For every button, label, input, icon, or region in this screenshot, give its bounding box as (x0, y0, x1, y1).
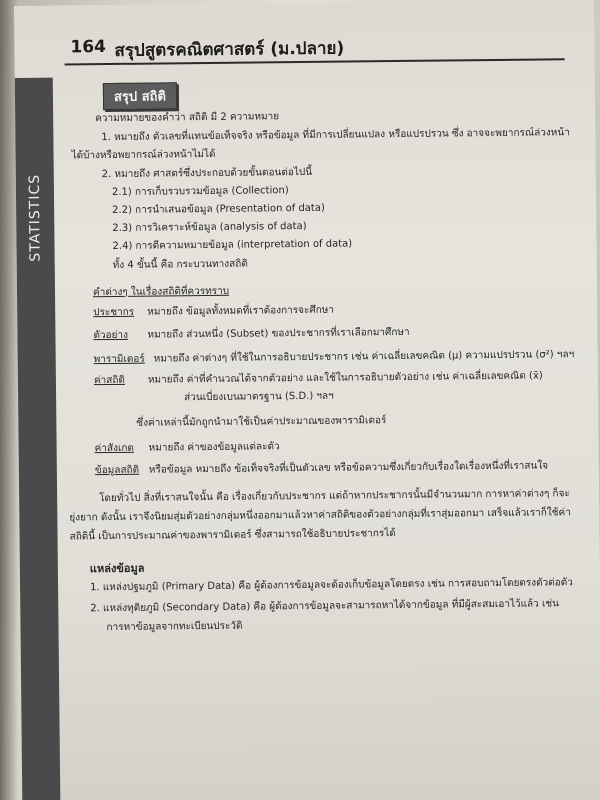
term-statistic: ค่าสถิติ (93, 374, 125, 387)
term-population: ประชากร (93, 306, 135, 319)
paragraph-line-1: โดยทั่วไป สิ่งที่เราสนใจนั้น คือ เรื่องเกี่ยวกับประชากร แต่ถ้าหากประชากรนั้นมีจำนวนมาก การหาค่าต่างๆ ก็จะ (99, 488, 570, 505)
def-sample: หมายถึง ส่วนหนึ่ง (Subset) ของประชากรที่เราเลือกมาศึกษา (147, 326, 410, 341)
intro-item-1: 1. หมายถึง ตัวเลขที่แทนข้อเท็จจริง หรือข้อมูล ที่มีการเปลี่ยนแปลง หรือแปรปรวน ซึ่ง อาจจะพยากรณ์ล่วงหน้า (101, 127, 570, 144)
sources-heading: แหล่งข้อมูล (89, 561, 145, 576)
def-statistic-2: ส่วนเบี่ยงเบนมาตรฐาน (S.D.) ฯลฯ (184, 390, 334, 404)
intro-item-2: 2. หมายถึง ศาสตร์ซึ่งประกอบด้วยขั้นตอนต่อไปนี้ (101, 166, 313, 181)
def-data: หรือข้อมูล หมายถึง ข้อเท็จจริงที่เป็นตัวเลข หรือข้อความซึ่งเกี่ยวกับเรื่องใดเรื่องหนึ่งที่เราสนใจ (148, 460, 549, 476)
sources-item-2-cont: การหาข้อมูลจากทะเบียนประวัติ (106, 620, 243, 634)
def-observation: หมายถึง ค่าของข้อมูลแต่ละตัว (148, 441, 280, 454)
intro-sub-4: 2.4) การตีความหมายข้อมูล (interpretation of data) (112, 238, 353, 252)
side-tab (15, 78, 61, 800)
def-parameter: หมายถึง ค่าต่างๆ ที่ใช้ในการอธิบายประชากร เช่น ค่าเฉลี่ยเลขคณิต (μ) ความแปรปรวน (σ²) ฯลฯ (153, 349, 575, 365)
paragraph-line-3: สถิตินี้ เป็นการประมาณค่าของพารามิเตอร์ ซึ่งสามารถใช้อธิบายประชากรได้ (69, 528, 396, 543)
intro-sub-2: 2.2) การนำเสนอข้อมูล (Presentation of data) (112, 202, 325, 216)
intro-line: ความหมายของคำว่า สถิติ มี 2 ความหมาย (95, 111, 280, 125)
term-parameter: พารามิเตอร์ (93, 353, 145, 366)
section-badge: สรุป สถิติ (103, 82, 177, 110)
sources-item-2: 2. แหล่งทุติยภูมิ (Secondary Data) คือ ผู้ต้องการข้อมูลจะสามารถหาได้จากข้อมูล ที่มีผู้สะสมเอาไว้แล้ว เช่น (90, 598, 560, 615)
term-observation: ค่าสังเกต (94, 442, 134, 455)
def-statistic-1: หมายถึง ค่าที่คำนวณได้จากตัวอย่าง และใช้ในการอธิบายตัวอย่าง เช่น ค่าเฉลี่ยเลขคณิต (x̄) (147, 370, 543, 386)
term-data: ข้อมูลสถิติ (94, 464, 140, 477)
sources-item-1: 1. แหล่งปฐมภูมิ (Primary Data) คือ ผู้ต้องการข้อมูลจะต้องเก็บข้อมูลโดยตรง เช่น การสอบถามโดยตรงตัวต่อตัว (90, 577, 573, 594)
intro-item-1-cont: ได้บ้างหรือพยากรณ์ล่วงหน้าไม่ได้ (71, 148, 216, 162)
side-label: STATISTICS (26, 173, 44, 262)
term-sample: ตัวอย่าง (93, 329, 128, 342)
intro-summary: ทั้ง 4 ขั้นนี้ คือ กระบวนทางสถิติ (112, 258, 248, 271)
book-title: สรุปสูตรคณิตศาสตร์ (ม.ปลาย) (114, 38, 345, 61)
book-page (14, 0, 600, 800)
paragraph-line-2: ยุ่งยาก ดังนั้น เราจึงนิยมสุ่มตัวอย่างกลุ่มหนึ่งออกมาแล้วหาค่าสถิติของตัวอย่างกลุ่มที่เราสุ่มออกมา เสร็จแล้วเราก็ใช้ค่า (69, 507, 571, 524)
page-number: 164 (70, 37, 107, 58)
intro-sub-1: 2.1) การเก็บรวบรวมข้อมูล (Collection) (111, 185, 289, 198)
def-population: หมายถึง ข้อมูลทั้งหมดที่เราต้องการจะศึกษา (147, 304, 335, 318)
terms-heading: คำต่างๆ ในเรื่องสถิติที่ควรทราบ (92, 285, 230, 299)
def-statistic-3: ซึ่งค่าเหล่านี้มักถูกนำมาใช้เป็นค่าประมาณของพารามิเตอร์ (136, 415, 387, 429)
intro-sub-3: 2.3) การวิเคราะห์ข้อมูล (analysis of data) (112, 220, 307, 234)
page-header (70, 32, 570, 61)
